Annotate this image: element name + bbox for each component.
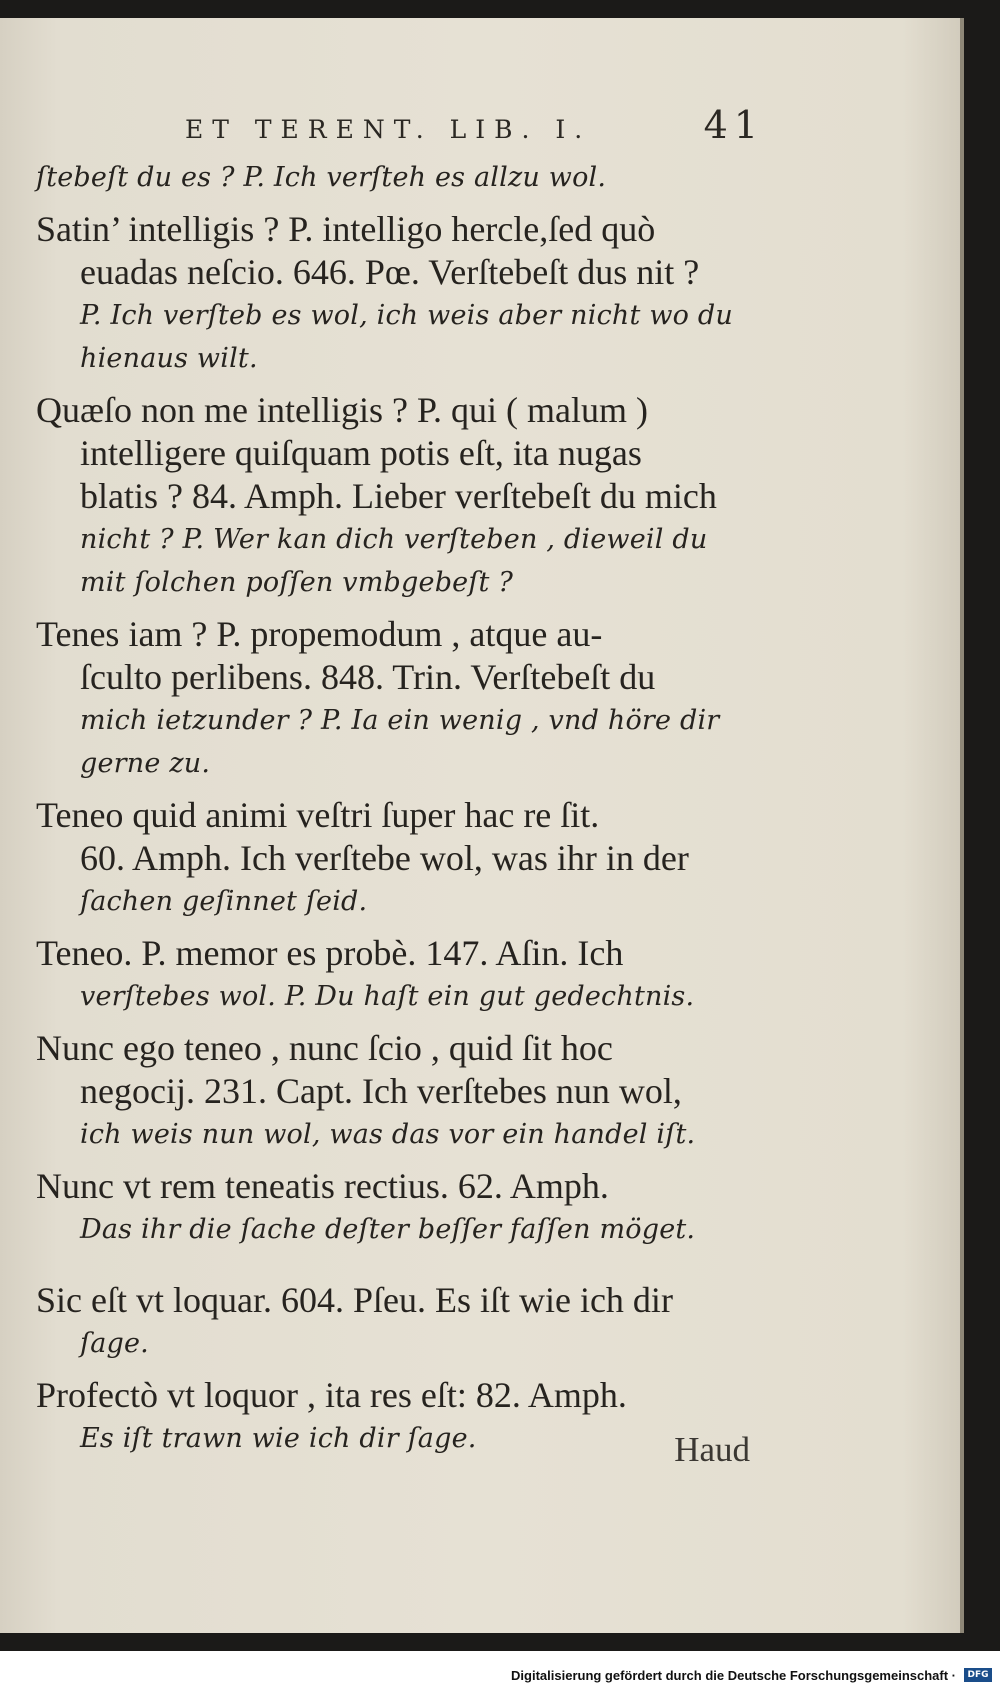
page-number: 41 [703,103,764,147]
text-line: blatis ? 84. Amph. Lieber verſtebeſt du mich [80,476,717,516]
text-line: mit ſolchen poſſen vmbgebeſt ? [80,567,514,598]
text-entry [36,1374,750,1460]
text-line: intelligere quiſquam potis eſt, ita nugas [80,433,642,473]
text-line: ſage. [80,1328,149,1359]
text-entry [36,794,750,923]
text-entry [36,389,750,604]
text-line: nicht ? P. Wer kan dich verſteben , dieweil du [80,524,708,555]
text-line: Es iſt trawn wie ich dir ſage. [80,1423,477,1454]
text-line: P. Ich verſteb es wol, ich weis aber nicht wo du [80,300,733,331]
text-line: Quæſo non me intelligis ? P. qui ( malum ) [36,390,648,430]
text-line: Profectò vt loquor , ita res eſt: 82. Amph. [36,1375,627,1415]
text-entry [36,613,750,785]
text-line: verſtebes wol. P. Du haſt ein gut gedechtnis. [80,981,695,1012]
text-line: Tenes iam ? P. propemodum , atque au- [36,614,603,654]
text-line: ſachen geſinnet ſeid. [80,886,368,917]
text-entry [36,1165,750,1251]
text-line: mich ietzunder ? P. Ia ein wenig , vnd höre dir [80,705,720,736]
text-line: 60. Amph. Ich verſtebe wol, was ihr in der [80,838,689,878]
text-line: ſtebeſt du es ? P. Ich verſteh es allzu wol. [36,162,607,193]
text-line: euadas neſcio. 646. Pœ. Verſtebeſt dus nit ? [80,252,700,292]
running-title: ET TERENT. LIB. I. [185,115,592,144]
text-entry [36,1279,750,1365]
text-line: gerne zu. [80,748,211,779]
text-line: Das ihr die ſache deſter beſſer faſſen möget. [80,1214,696,1245]
text-line: Nunc vt rem teneatis rectius. 62. Amph. [36,1166,609,1206]
text-line: Sic eſt vt loquar. 604. Pſeu. Es iſt wie ich dir [36,1280,673,1320]
book-page [0,18,964,1633]
page-header [185,103,764,147]
catchword: Haud [674,1430,750,1469]
text-line: Teneo quid animi veſtri ſuper hac re ſit. [36,795,600,835]
digitization-footer [0,1651,1000,1691]
footer-credit: Digitalisierung gefördert durch die Deutsche Forschungsgemeinschaft · [511,1668,956,1683]
text-line: ſculto perlibens. 848. Trin. Verſtebeſt du [80,657,656,697]
text-line: ich weis nun wol, was das vor ein handel iſt. [80,1119,696,1150]
body-text [36,156,750,1469]
text-entry [36,208,750,380]
dfg-logo: DFG [964,1668,992,1682]
text-line: hienaus wilt. [80,343,258,374]
text-line: Teneo. P. memor es probè. 147. Aſin. Ich [36,933,624,973]
text-entry [36,1027,750,1156]
text-entry [36,932,750,1018]
text-line: Satin’ intelligis ? P. intelligo hercle,ſed quò [36,209,656,249]
text-entry [36,156,750,199]
text-line: negocij. 231. Capt. Ich verſtebes nun wol, [80,1071,682,1111]
text-line: Nunc ego teneo , nunc ſcio , quid ſit hoc [36,1028,613,1068]
